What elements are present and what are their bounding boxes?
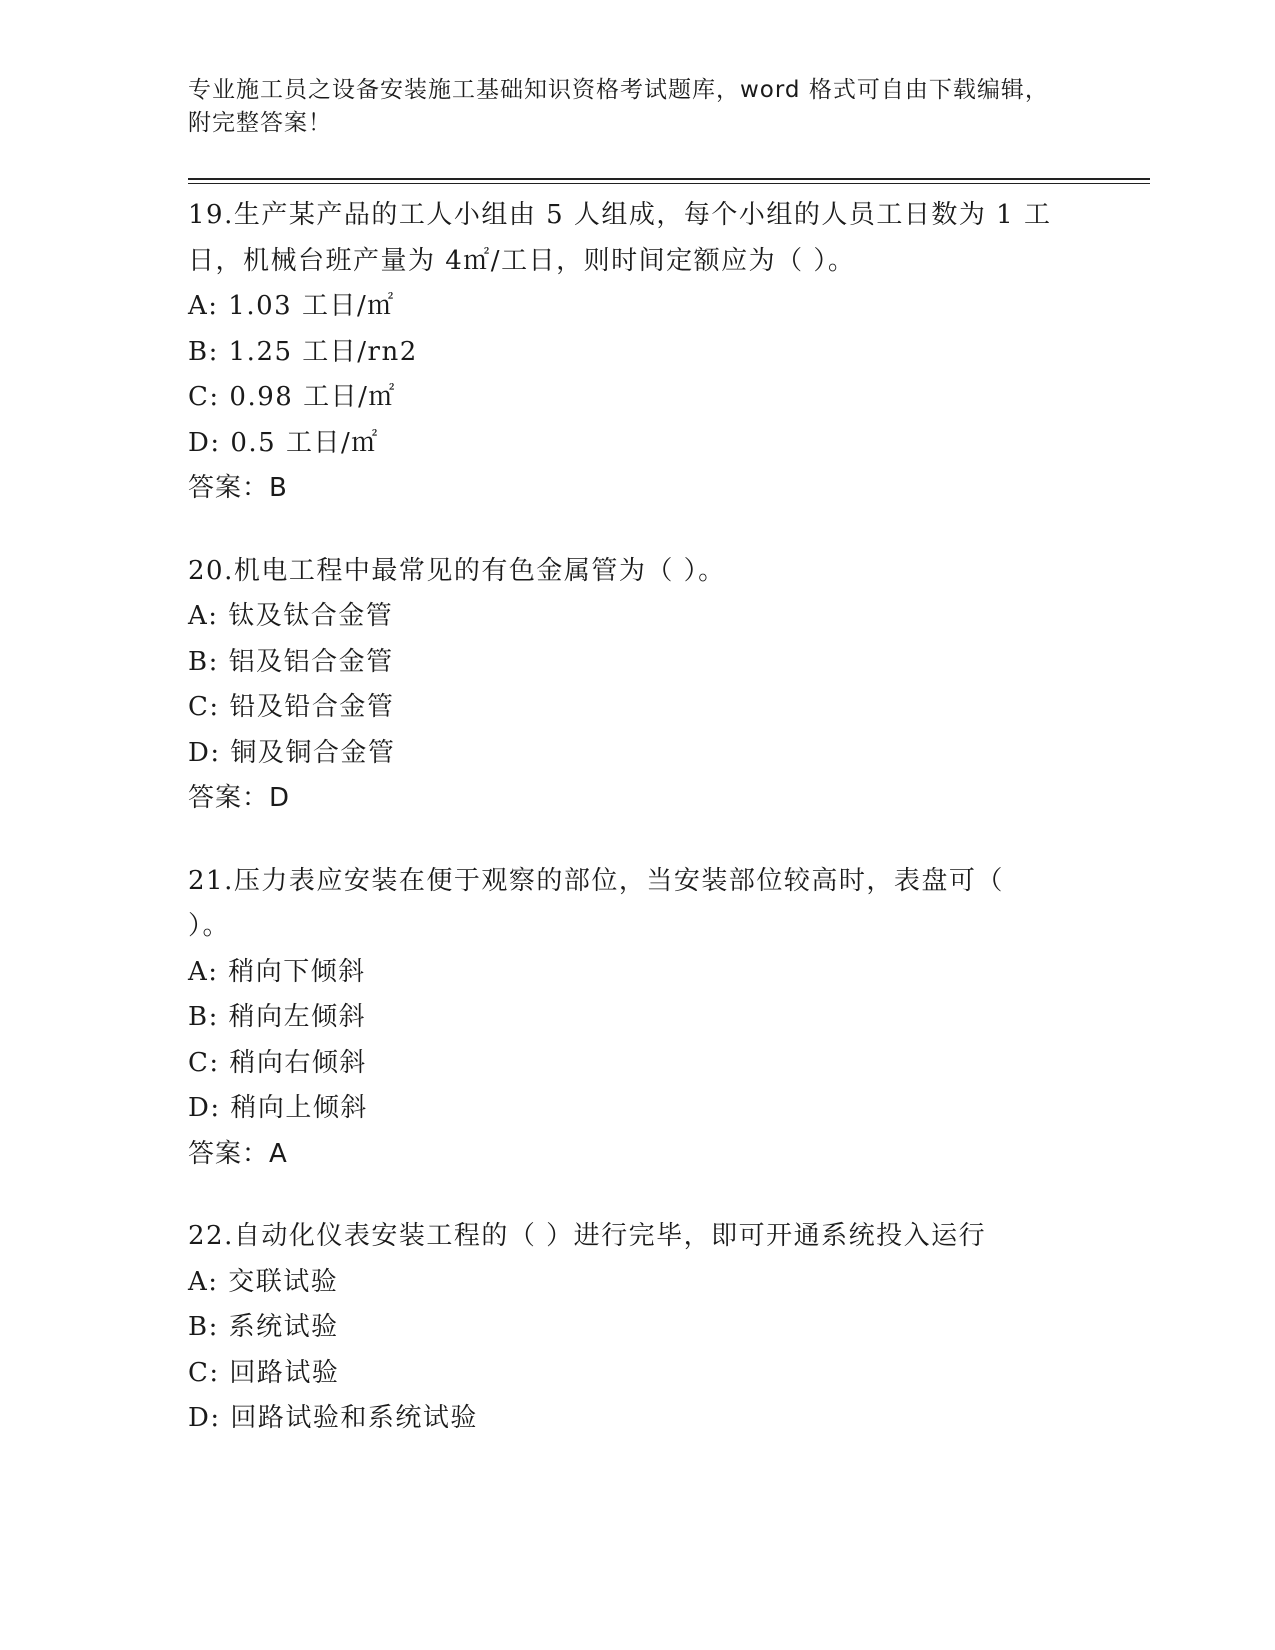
option-a: A: 稍向下倾斜 (188, 956, 366, 987)
answer-label: 答案：A (188, 1138, 288, 1169)
question-21 (188, 859, 1088, 1178)
option-c: C: 稍向右倾斜 (188, 1047, 367, 1078)
question-list (188, 193, 1088, 1479)
header-divider-thin (188, 183, 1150, 184)
option-b: B: 稍向左倾斜 (188, 1002, 367, 1032)
option-a: A: 1.03 工日/㎡ (188, 291, 395, 321)
option-b: B: 系统试验 (188, 1312, 339, 1342)
option-c: C: 0.98 工日/㎡ (188, 382, 396, 412)
answer-label: 答案：D (188, 783, 291, 813)
question-stem-line: 22.自动化仪表安装工程的（ ）进行完毕，即可开通系统投入运行 (188, 1221, 987, 1251)
option-b: B: 1.25 工日/rn2 (188, 336, 418, 367)
option-d: D: 铜及铜合金管 (188, 737, 396, 768)
option-a: A: 交联试验 (188, 1266, 339, 1297)
document-header (188, 74, 1088, 140)
question-19 (188, 193, 1088, 512)
header-divider-thick (188, 178, 1150, 180)
option-c: C: 铅及铅合金管 (188, 692, 395, 722)
question-20 (188, 549, 1088, 822)
question-stem-line: 19.生产某产品的工人小组由 5 人组成，每个小组的人员工日数为 1 工 (188, 200, 1052, 230)
option-a: A: 钛及钛合金管 (188, 601, 394, 631)
question-stem-line: 日，机械台班产量为 4㎡/工日，则时间定额应为（ ）。 (188, 245, 856, 276)
option-d: D: 0.5 工日/㎡ (188, 427, 379, 458)
option-b: B: 铝及铝合金管 (188, 646, 394, 677)
header-line-1: 专业施工员之设备安装施工基础知识资格考试题库，word 格式可自由下载编辑， (188, 77, 1049, 103)
question-stem-line: 21.压力表应安装在便于观察的部位，当安装部位较高时，表盘可（ (188, 865, 1004, 896)
header-line-2: 附完整答案！ (188, 110, 332, 136)
answer-label: 答案：B (188, 473, 288, 503)
question-22 (188, 1214, 1088, 1442)
option-d: D: 稍向上倾斜 (188, 1093, 368, 1123)
option-d: D: 回路试验和系统试验 (188, 1403, 478, 1433)
question-stem-line: ）。 (188, 911, 231, 941)
question-stem-line: 20.机电工程中最常见的有色金属管为（ ）。 (188, 555, 726, 586)
option-c: C: 回路试验 (188, 1357, 340, 1388)
